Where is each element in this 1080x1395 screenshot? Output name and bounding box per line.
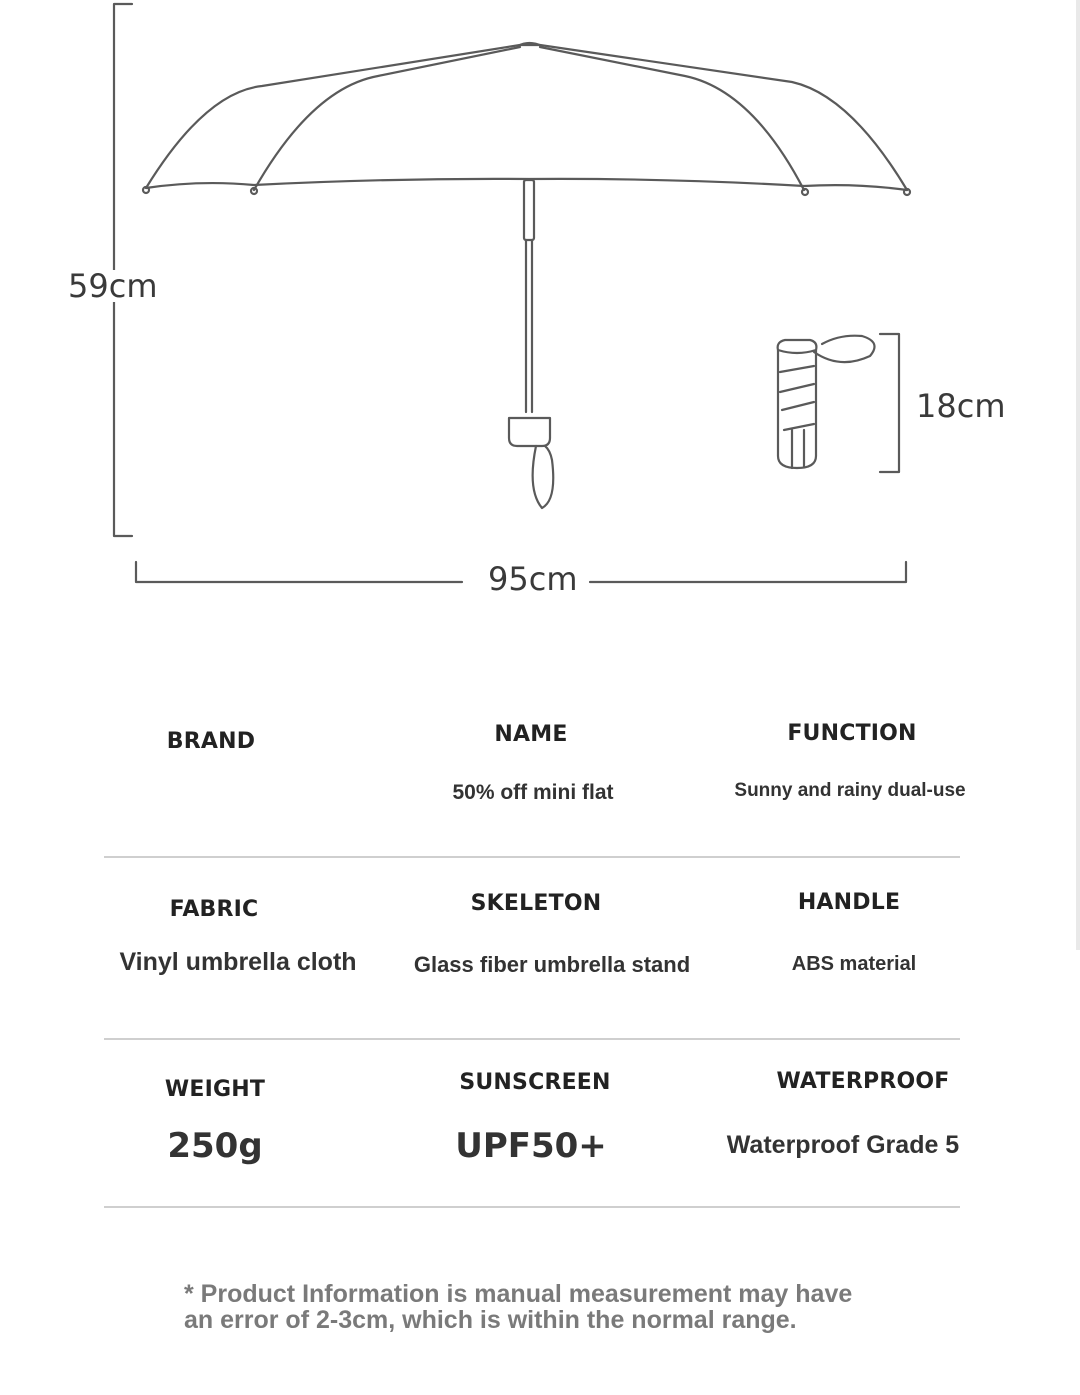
waterproof-value: Waterproof Grade 5 [726,1131,960,1159]
measurement-note: * Product Information is manual measurement may have an error of 2-3cm, which is within the normal range. [184,1280,853,1334]
row-divider [104,1038,960,1040]
handle-value: ABS material [791,953,917,975]
width-bracket-right [590,562,906,582]
row-divider [104,1206,960,1208]
name-label: NAME [494,722,568,747]
handle-label: HANDLE [797,890,901,915]
canopy-rib-right [540,47,804,190]
folded-umbrella-strap [814,336,875,362]
folded-umbrella-cap [778,350,816,353]
skeleton-label: SKELETON [470,891,602,916]
folded-length-label: 18cm [916,387,1006,425]
waterproof-label: WATERPROOF [776,1069,950,1094]
rib-tip [904,189,910,195]
fabric-label: FABRIC [169,897,259,922]
height-dimension-label: 59cm [68,267,158,305]
name-value: 50% off mini flat [452,781,614,804]
sunscreen-value: UPF50+ [455,1126,607,1166]
rib-tip [802,189,808,195]
umbrella-handle [509,418,550,446]
brand-label: BRAND [166,729,256,754]
function-label: FUNCTION [787,721,917,746]
width-dimension-label: 95cm [476,563,589,595]
wrist-strap [533,446,554,508]
sunscreen-label: SUNSCREEN [459,1070,611,1095]
weight-value: 250g [167,1126,263,1166]
rib-tip [143,187,149,193]
skeleton-value: Glass fiber umbrella stand [413,952,691,977]
umbrella-diagram [0,0,1080,620]
width-bracket-left [136,562,462,582]
umbrella-shaft-upper [524,180,534,240]
umbrella-shaft-lower [526,240,532,412]
folded-umbrella-folds [780,366,814,468]
row-divider [104,856,960,858]
function-value: Sunny and rainy dual-use [734,780,966,801]
weight-label: WEIGHT [164,1077,266,1102]
folded-umbrella-body [778,340,817,468]
umbrella-drawing [0,0,1080,620]
canopy-rib-left [254,47,520,190]
fabric-value: Vinyl umbrella cloth [119,948,357,976]
folded-bracket [880,334,899,472]
